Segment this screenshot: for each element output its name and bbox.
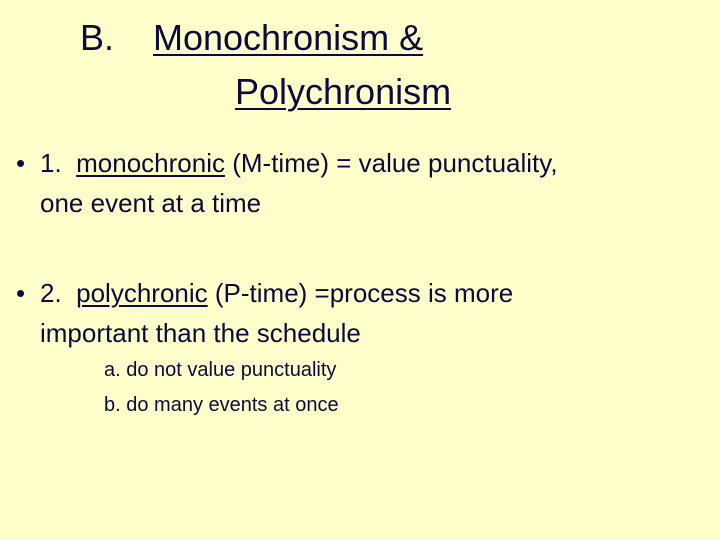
sub-item-b: b. do many events at once (104, 394, 339, 416)
bullet-term: polychronic (76, 278, 208, 308)
slide-title-line-1 (80, 16, 423, 60)
bullet-continuation: important than the schedule (40, 318, 361, 348)
bullet-row (16, 273, 706, 313)
bullet-row (16, 143, 706, 183)
bullet-continuation: one event at a time (40, 188, 262, 218)
bullet-icon: • (16, 278, 26, 308)
bullet-number: 2. (40, 278, 62, 308)
bullet-definition: (P-time) =process is more (207, 278, 514, 308)
title-prefix: B. (80, 17, 115, 58)
title-text-line-1: Monochronism & (153, 17, 424, 58)
bullet-item-polychronic (16, 273, 706, 353)
bullet-term: monochronic (76, 148, 225, 178)
slide-title-line-2 (235, 70, 451, 114)
bullet-item-monochronic (16, 143, 706, 223)
bullet-icon: • (16, 148, 26, 178)
title-text-line-2: Polychronism (235, 71, 452, 112)
bullet-number: 1. (40, 148, 62, 178)
sub-item-a: a. do not value punctuality (104, 359, 337, 381)
bullet-definition: (M-time) = value punctuality, (225, 148, 558, 178)
